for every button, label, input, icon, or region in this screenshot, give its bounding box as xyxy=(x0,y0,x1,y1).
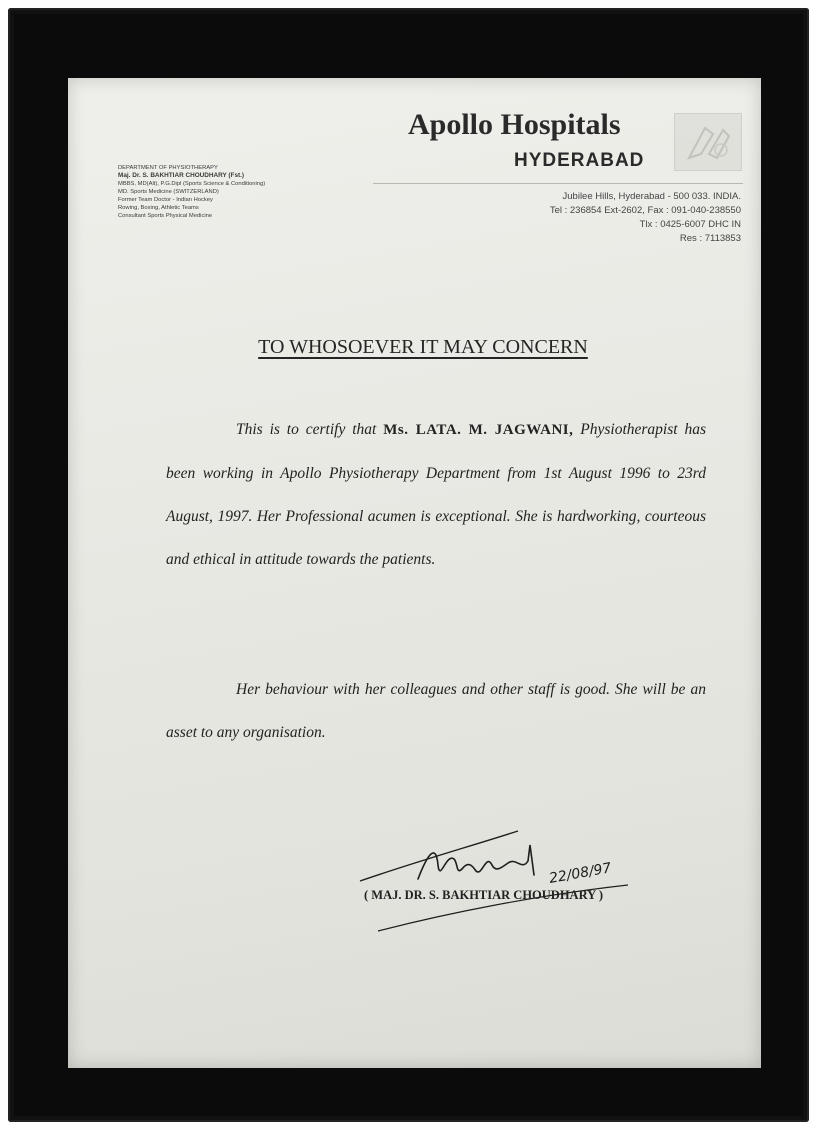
hospital-city: HYDERABAD xyxy=(514,150,645,171)
certificate-paragraph-2: Her behaviour with her colleagues and other staff is good. She will be an asset to any organisation. xyxy=(166,681,706,741)
credential-line: MD. Sports Medicine (SWITZERLAND) xyxy=(118,189,219,195)
signer-name: ( MAJ. DR. S. BAKHTIAR CHOUDHARY ) xyxy=(364,888,604,902)
employee-name: Ms. LATA. M. JAGWANI, xyxy=(383,422,574,438)
letterhead-divider xyxy=(373,183,743,184)
handwritten-signature xyxy=(358,813,658,933)
picture-frame xyxy=(8,8,809,1122)
credential-line: Rowing, Boxing, Athletic Teams xyxy=(118,205,199,211)
certificate-paper xyxy=(68,78,761,1068)
address-block xyxy=(421,190,741,246)
credential-line: MBBS, MD(Alt), P.G.Dipl (Sports Science & Conditioning) xyxy=(118,181,266,187)
paragraph-intro: This is to certify that xyxy=(236,421,384,438)
residence-line: Res : 7113853 xyxy=(679,233,741,244)
certificate-heading: TO WHOSOEVER IT MAY CONCERN xyxy=(258,336,588,358)
hospital-name: Apollo Hospitals xyxy=(408,108,621,141)
credential-line: Former Team Doctor - Indian Hockey xyxy=(118,197,213,203)
doctor-name: Maj. Dr. S. BAKHTIAR CHOUDHARY (Fst.) xyxy=(118,172,245,179)
credential-line: Consultant Sports Physical Medicine xyxy=(118,213,213,219)
phone-line: Tel : 236854 Ext-2602, Fax : 091-040-238550 xyxy=(549,205,741,216)
department-block xyxy=(118,164,358,220)
apollo-emblem-icon xyxy=(674,113,742,171)
paragraph-body: Physiotherapist has been working in Apollo Physiotherapy Department from 1st August 1996 to 23rd August, 1997. Her Professional acumen is exceptional. She is hardworking, courteous and ethical in attitude towards the patients. xyxy=(166,421,706,568)
signature-date: 22/08/97 xyxy=(547,860,613,887)
address-line: Jubilee Hills, Hyderabad - 500 033. INDIA. xyxy=(562,191,741,202)
department-name: DEPARTMENT OF PHYSIOTHERAPY xyxy=(118,165,218,171)
telex-line: Tlx : 0425-6007 DHC IN xyxy=(639,219,741,230)
certificate-paragraph-1 xyxy=(166,408,706,581)
